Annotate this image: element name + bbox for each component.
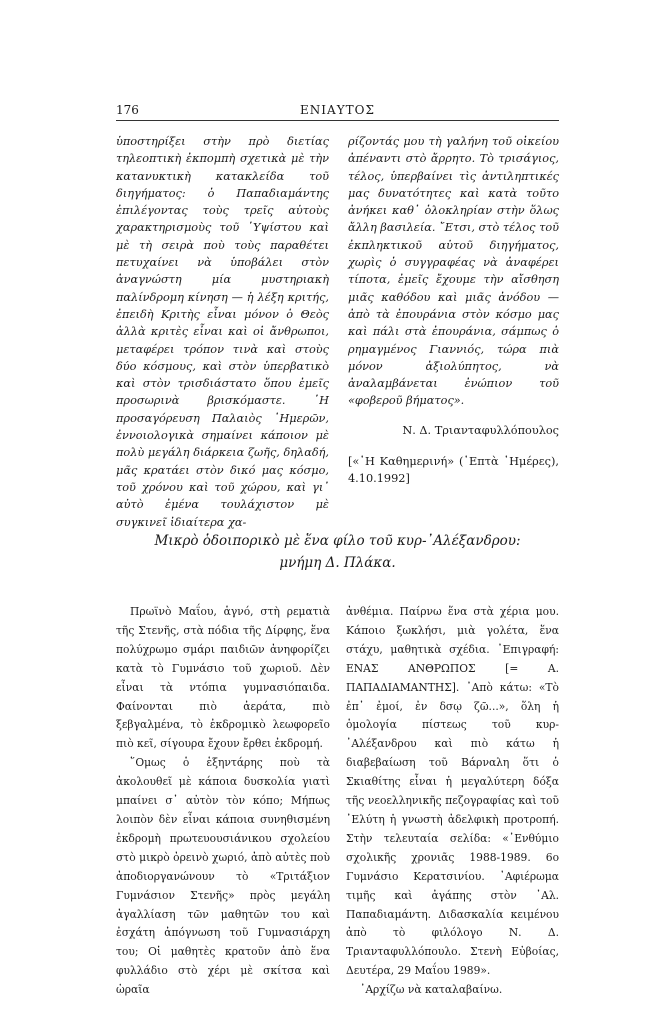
- source-citation: [«῾Η Καθημερινή» (῾Επτὰ ῾Ημέρες), 4.10.1992]: [348, 455, 559, 486]
- section-title-line-1: Μικρὸ ὁδοιπορικὸ μὲ ἕνα φίλο τοῦ κυρ-᾿Αλέξανδρου:: [154, 533, 521, 549]
- page-number: 176: [116, 103, 139, 117]
- running-title: ΕΝΙΑΥΤΟΣ: [300, 103, 375, 117]
- page-header: [116, 103, 559, 119]
- section-title-line-2: μνήμη Δ. Πλάκα.: [279, 555, 396, 571]
- paragraph: Πρωϊνὸ Μαΐου, ἁγνό, στὴ ρεματιὰ τῆς Στενῆς, στὰ πόδια τῆς Δίρφης, ἕνα πολύχρωμο σμάρι παιδιῶν ἀνηφορίζει κατὰ τὸ Γυμνάσιο τοῦ χωριοῦ. Δὲν εἶναι τὰ ντόπια γυμνασιόπαιδα. Φαίνονται πιὸ ἀεράτα, πιὸ ξεβγαλμένα, τὸ ἐκδρομικὸ λεωφορεῖο πιὸ κεῖ, σίγουρα ἔχουν ἔρθει ἐκδρομή.: [116, 605, 330, 751]
- bottom-right-column: [346, 603, 559, 1000]
- section-title: [116, 530, 559, 574]
- top-right-column: [348, 133, 559, 488]
- paragraph: ῞Ομως ὁ ἑξηντάρης ποὺ τὰ ἀκολουθεῖ μὲ κάποια δυσκολία γιατὶ μπαίνει σ᾿ αὐτὸν τὸν κόπο; Μήπως λοιπὸν δὲν εἶναι κάποια συνηθισμένη ἐκδρομὴ πρωτευουσιάνικου σχολείου στὸ μικρὸ ὀρεινὸ χωριό, ἀπὸ αὐτὲς ποὺ ἀποδιοργανώνουν τὸ «Τριτάξιον Γυμνάσιον Στενῆς» πρὸς μεγάλη ἀγαλλίαση τῶν μαθητῶν του καὶ ἐσχάτη ἀπόγνωση τοῦ Γυμνασιάρχη του; Οἱ μαθητὲς κρατοῦν ἀπὸ ἕνα φυλλάδιο στὸ χέρι μὲ σκίτσα καὶ ὡραῖα: [116, 756, 330, 997]
- paragraph: ἀνθέμια. Παίρνω ἕνα στὰ χέρια μου. Κάποιο ξωκλήσι, μιὰ γολέτα, ἕνα στάχυ, μαθητικὰ σχέδια. ᾿Επιγραφή: ΕΝΑΣ ΑΝΘΡΩΠΟΣ [= Α. ΠΑΠΑΔΙΑΜΑΝΤΗΣ]. ᾿Απὸ κάτω: «Τὸ ἐπ᾿ ἐμοί, ἐν δσῳ ζῶ...», ὅλη ἡ ὁμολογία πίστεως τοῦ κυρ-᾿Αλέξανδρου καὶ πιὸ κάτω ἡ διαβεβαίωση τοῦ Βάρναλη ὅτι ὁ Σκιαθίτης εἶναι ἡ μεγαλύτερη δόξα τῆς νεοελληνικῆς πεζογραφίας καὶ τοῦ ᾿Ελύτη ἡ γνωστὴ ἀδελφικὴ προτροπή. Στὴν τελευταία σελίδα: «᾿Ενθύμιο σχολικῆς χρονιᾶς 1988-1989. 6ο Γυμνάσιο Κερατσινίου. ᾿Αφιέρωμα τιμῆς καὶ ἀγάπης στὸν ᾿Αλ. Παπαδιαμάντη. Διδασκαλία κειμένου ἀπὸ τὸ φιλόλογο Ν. Δ. Τριανταφυλλόπουλο. Στενὴ Εὐβοίας, Δευτέρα, 29 Μαΐου 1989».: [346, 605, 559, 978]
- top-left-paragraph: ὑποστηρίξει στὴν πρὸ διετίας τηλεοπτικὴ ἐκπομπὴ σχετικὰ μὲ τὴν κατανυκτικὴ κατακλείδα τοῦ διηγήματος: ὁ Παπαδιαμάντης ἐπιλέγοντας τοὺς τρεῖς αὐτοὺς χαρακτηρισμοὺς τοῦ ῾Υψίστου καὶ μὲ τὴ σειρὰ ποὺ τοὺς παραθέτει πετυχαίνει νὰ ὑποβάλει στὸν ἀναγνώστη μία μυστηριακὴ παλίνδρομη κίνηση — ἡ λέξη κριτής, ἐπειδὴ Κριτὴς εἶναι μόνον ὁ Θεὸς ἀλλὰ κριτὲς εἶναι καὶ οἱ ἄνθρωποι, μεταφέρει τρόπον τινὰ καὶ στοὺς δύο κόσμους, καὶ στὸν ὑπερβατικὸ καὶ στὸν τρισδιάστατο ὅπου ἐμεῖς προσωρινὰ βρισκόμαστε. ῾Η προσαγόρευση Παλαιὸς ῾Ημερῶν, ἐννοιολογικὰ σημαίνει κάποιον μὲ πολὺ μεγάλη διάρκεια ζωῆς, δηλαδή, μᾶς κρατάει στὸν δικό μας κόσμο, τοῦ χρόνου καὶ τοῦ χώρου, καὶ γι᾿ αὐτὸ ἐμένα τουλάχιστον μὲ συγκινεῖ ἰδιαίτερα χα-: [116, 135, 329, 529]
- header-rule: [116, 120, 559, 121]
- paragraph: ᾿Αρχίζω νὰ καταλαβαίνω.: [360, 983, 503, 997]
- top-right-paragraph: ρίζοντάς μου τὴ γαλήνη τοῦ οἰκείου ἀπέναντι στὸ ἄρρητο. Τὸ τρισάγιος, τέλος, ὑπερβαίνει τὶς ἀντιληπτικές μας δυνατότητες καὶ κατὰ τοῦτο ἀνήκει καθ᾿ ὁλοκληρίαν στὴν ὅλως ἄλλη βασιλεία. ῎Ετσι, στὸ τέλος τοῦ ἐκπληκτικοῦ αὐτοῦ διηγήματος, χωρὶς ὁ συγγραφέας νὰ ἀναφέρει τίποτα, ἐμεῖς ἔχουμε τὴν αἴσθηση μιᾶς καθόδου καὶ μιᾶς ἀνόδου — ἀπὸ τὰ ἐπουράνια στὸν κόσμο μας καὶ πάλι στὰ ἐπουράνια, σάμπως ὁ ρημαγμένος Γιαννιός, τώρα πιὰ μόνον ἀξιολύπητος, νὰ ἀναλαμβάνεται ἐνώπιον τοῦ «φοβεροῦ βήματος».: [348, 135, 560, 408]
- author-signature: Ν. Δ. Τριανταφυλλόπουλος: [402, 423, 559, 437]
- top-left-column: [116, 133, 329, 531]
- bottom-left-column: [116, 603, 330, 1000]
